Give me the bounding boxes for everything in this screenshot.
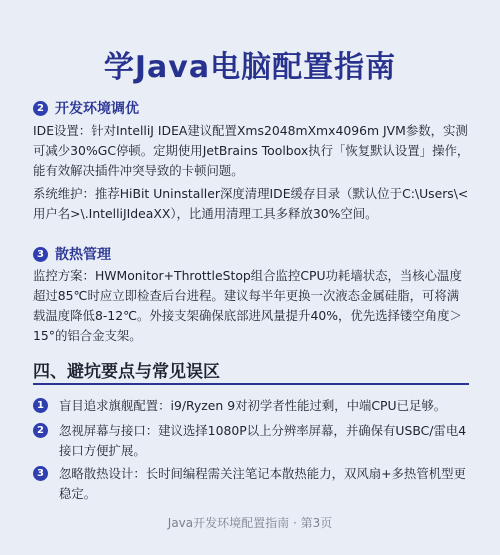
list-item-text: 忽略散热设计：长时间编程需关注笔记本散热能力，双风扇+多热管机型更稳定。 [59, 466, 466, 501]
list-item [33, 396, 471, 416]
page-title: 学Java电脑配置指南 [103, 50, 397, 85]
list-item-text: 盲目追求旗舰配置：i9/Ryzen 9对初学者性能过剩，中端CPU已足够。 [59, 398, 447, 413]
list-item [33, 421, 471, 461]
monitoring-paragraph: 监控方案：HWMonitor+ThrottleStop组合监控CPU功耗墙状态，当核心温度超过85℃时应立即检查后台进程。建议每半年更换一次液态金属硅脂，可将满载温度降低8-12℃。外接支架确保底部进风量提升40%，优先选择镂空角度＞15°的铝合金支架。 [33, 268, 462, 343]
number-2-icon: 2 [33, 101, 48, 116]
section-divider [33, 383, 469, 385]
section-heading-dev-env [33, 97, 139, 119]
list-item-text: 忽视屏幕与接口：建议选择1080P以上分辨率屏幕，并确保有USBC/雷电4接口方便扩展。 [59, 423, 467, 458]
number-3-icon: 3 [33, 247, 48, 262]
list-item [33, 464, 471, 504]
section-heading-label: 开发环境调优 [55, 101, 139, 117]
number-1-icon: 1 [33, 398, 48, 413]
number-3-icon: 3 [33, 466, 48, 481]
section-4-heading: 四、避坑要点与常见误区 [33, 362, 220, 382]
section-heading-label: 散热管理 [55, 247, 111, 263]
section-heading-cooling [33, 243, 111, 265]
system-maintenance-paragraph: 系统维护：推荐HiBit Uninstaller深度清理IDE缓存目录（默认位于C:\Users\<用户名>\.IntelliJIdeaXX），比通用清理工具多释放30%空间。 [33, 186, 469, 221]
ide-settings-paragraph: IDE设置：针对IntelliJ IDEA建议配置Xms2048mXmx4096m JVM参数，实测可减少30%GC停顿。定期使用JetBrains Toolbox执行「恢复默认设置」操作，能有效解决插件冲突导致的卡顿问题。 [33, 123, 470, 178]
number-2-icon: 2 [33, 423, 48, 438]
page-footer: Java开发环境配置指南 · 第3页 [167, 516, 333, 530]
